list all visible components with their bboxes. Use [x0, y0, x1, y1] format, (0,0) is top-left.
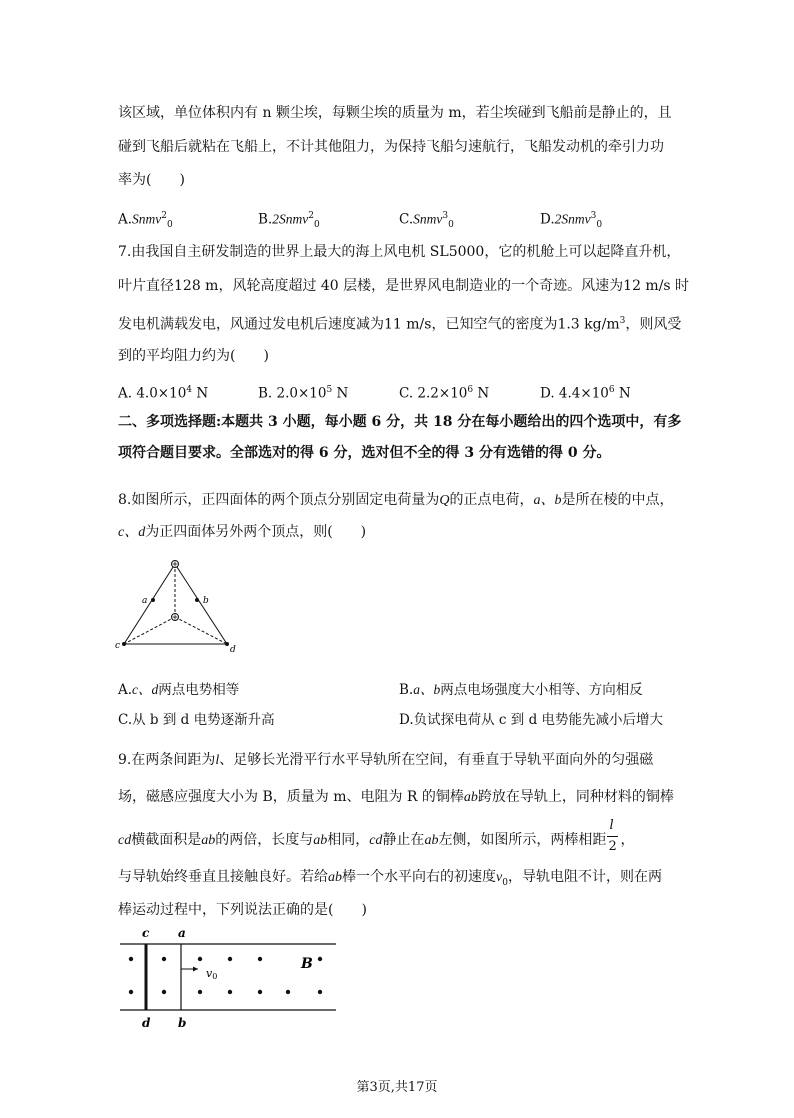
- field-dot: [129, 990, 133, 994]
- q7-line-2: 叶片直径128 m，风轮高度超过 40 层楼，是世界风电制造业的一个奇迹。风速为12 m/s 时: [118, 278, 690, 294]
- q9-line-2: 场，磁感应强度大小为 B，质量为 m、电阻为 R 的铜棒ab跨放在导轨上，同种材料的铜棒: [118, 789, 674, 805]
- field-dot: [198, 990, 202, 994]
- field-dot: [162, 990, 166, 994]
- tetrahedron-figure: [115, 556, 245, 656]
- point-b: [195, 598, 199, 602]
- q7-option-c: C. $2.2\times 10^6$ N: [399, 385, 490, 402]
- field-dot: [286, 990, 290, 994]
- section-heading-line-2: 项符合题目要求。全部选对的得 6 分，选对但不全的得 3 分有选错的得 0 分。: [118, 445, 611, 461]
- label-c: c: [115, 641, 121, 651]
- arrowhead-icon: [193, 967, 198, 972]
- q6-line-2: 碰到飞船后就粘在飞船上，不计其他阻力，为保持飞船匀速航行，飞船发动机的牵引力功: [118, 139, 664, 155]
- q9-line-1: 9.在两条间距为l、足够长光滑平行水平导轨所在空间，有垂直于导轨平面向外的匀强磁: [118, 752, 654, 768]
- edge-top-left: [124, 564, 175, 644]
- q6-option-d: D.2Snmv$^3_0$: [540, 211, 603, 231]
- q6-option-a: A.Snmv$^2_0$: [118, 211, 173, 231]
- q8-option-d: D.负试探电荷从 c 到 d 电势能先减小后增大: [399, 712, 664, 728]
- fraction-l-over-2: $\frac{l}{2}$: [608, 818, 617, 854]
- q9-line-4: 与导轨始终垂直且接触良好。若给ab棒一个水平向右的初速度$v_0$，导轨电阻不计，则在两: [118, 869, 662, 888]
- edge-center-left: [124, 617, 175, 644]
- field-dot: [318, 990, 322, 994]
- field-dot: [129, 957, 133, 961]
- q9-line-3: cd横截面积是ab的两倍，长度与ab相同，cd静止在ab左侧，如图所示，两棒相距 $\frac{l}{2}$ ，: [118, 818, 635, 854]
- edge-center-right: [175, 617, 227, 644]
- field-dot: [258, 957, 262, 961]
- q8-line-1: 8.如图所示，正四面体的两个顶点分别固定电荷量为Q的正点电荷，a、b是所在棱的中点，: [118, 492, 674, 508]
- q6-option-c: C.Snmv$^3_0$: [399, 211, 454, 231]
- section-heading-line-1: 二、多项选择题:本题共 3 小题，每小题 6 分，共 18 分在每小题给出的四个选项中，有多: [118, 414, 682, 430]
- q6-line-3: 率为( ): [118, 172, 185, 188]
- point-d: [225, 642, 229, 646]
- field-dot: [228, 957, 232, 961]
- field-dot: [258, 990, 262, 994]
- q7-line-1: 7.由我国自主研发制造的世界上最大的海上风电机 SL5000，它的机舱上可以起降直升机，: [118, 244, 681, 260]
- q8-option-a: A.c、d两点电势相等: [118, 682, 240, 698]
- q8-line-2: c、d为正四面体另外两个顶点，则( ): [118, 524, 367, 540]
- q8-option-c: C.从 b 到 d 电势逐渐升高: [118, 712, 275, 728]
- rails-figure: [118, 924, 348, 1036]
- q7-option-b: B. $2.0\times 10^5$ N: [258, 385, 349, 402]
- label-a: a: [142, 596, 148, 606]
- q6-line-1: 该区域，单位体积内有 n 颗尘埃，每颗尘埃的质量为 m，若尘埃碰到飞船前是静止的，且: [118, 105, 672, 121]
- label-c: c: [142, 926, 150, 940]
- label-b: b: [203, 596, 209, 606]
- q7-line-4: 到的平均阻力约为( ): [118, 348, 269, 364]
- label-d: d: [230, 645, 236, 655]
- q8-option-b: B.a、b两点电场强度大小相等、方向相反: [399, 682, 643, 698]
- field-dot: [162, 957, 166, 961]
- q6-option-b: B.2Snmv$^2_0$: [258, 211, 320, 231]
- field-dot: [198, 957, 202, 961]
- field-dot: [228, 990, 232, 994]
- label-d: d: [142, 1016, 151, 1030]
- q7-option-d: D. $4.4\times 10^6$ N: [540, 385, 631, 402]
- q7-line-3: 发电机满载发电，风通过发电机后速度减为11 m/s，已知空气的密度为1.3 $kg/m^3$，则风受: [118, 316, 682, 333]
- q7-option-a: A. $4.0\times 10^4$ N: [118, 385, 209, 402]
- label-a: a: [178, 926, 186, 940]
- page-footer: 第3页,共17页: [356, 1080, 438, 1095]
- label-v0: v0: [206, 967, 218, 981]
- point-a: [151, 598, 155, 602]
- edge-top-right: [175, 564, 227, 644]
- label-b: b: [178, 1016, 187, 1030]
- label-field-B: B: [301, 956, 313, 972]
- field-dot: [318, 957, 322, 961]
- q9-line-5: 棒运动过程中，下列说法正确的是( ): [118, 902, 367, 918]
- point-c: [122, 642, 126, 646]
